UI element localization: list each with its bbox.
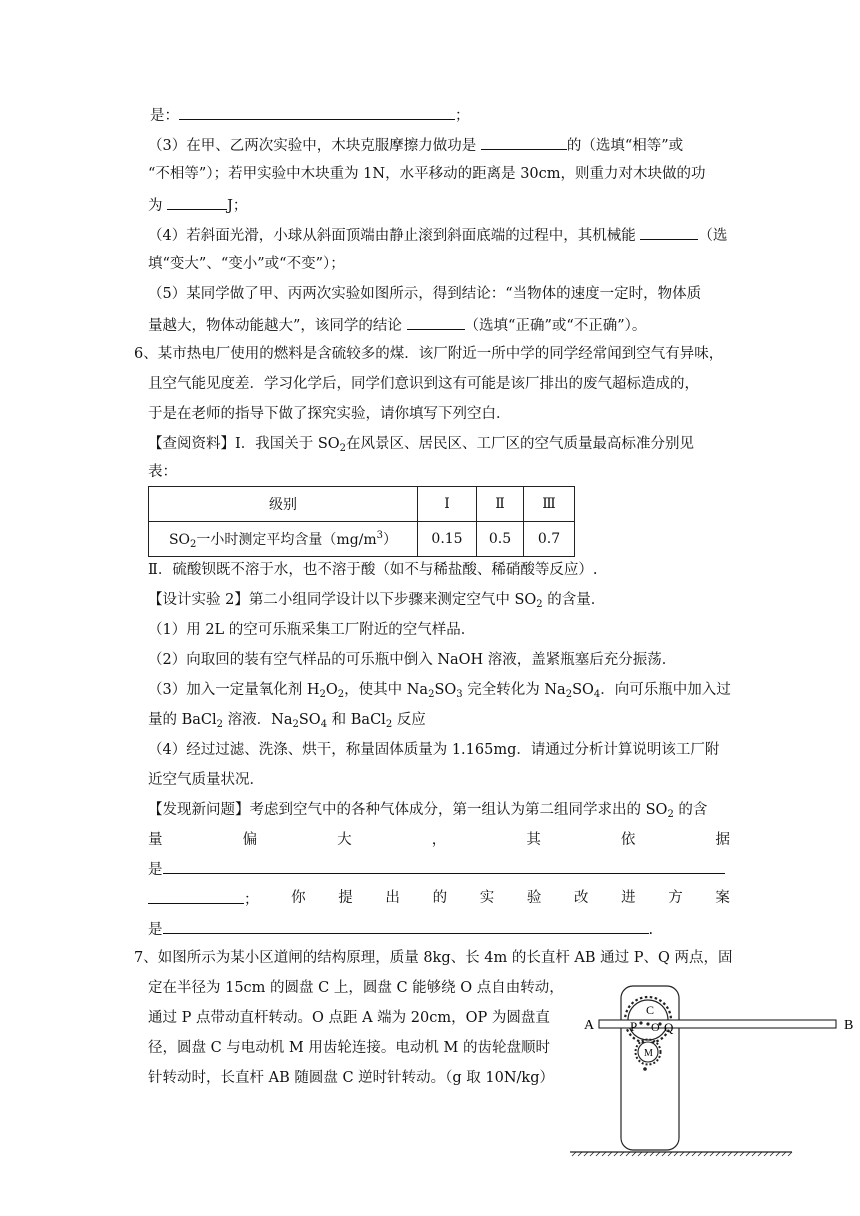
label-q: Q: [664, 1020, 674, 1035]
q7-line3: 通过 P 点带动直杆转动。O 点距 A 端为 20cm，OP 为圆盘直: [148, 1010, 550, 1026]
q7-line5: 针转动时，长直杆 AB 随圆盘 C 逆时针转动。（g 取 10N/kg）: [148, 1070, 554, 1086]
answer-blank[interactable]: [148, 888, 244, 904]
q6-step3-line2: 量的 BaCl$_2$ 溶液．$Na_2SO_4$ 和 BaCl$_2$ 反应: [148, 712, 426, 730]
label-o: O: [651, 1020, 660, 1034]
table-cell: 0.15: [418, 522, 477, 557]
q6-step1: （1）用 2L 的空可乐瓶采集工厂附近的空气样品．: [148, 622, 476, 638]
q6-reference-line1: 【查阅资料】Ⅰ．我国关于 $SO_2$在风景区、居民区、工厂区的空气质量最高标准分别见: [148, 436, 695, 454]
point-p: [639, 1021, 642, 1024]
q5-item5-line1: （5）某同学做了甲、丙两次实验如图所示，得到结论：“当物体的速度一定时，物体质: [148, 286, 702, 302]
point-o: [646, 1022, 649, 1025]
q6-plan-line: 是 .: [148, 918, 653, 940]
table-cell: 0.7: [524, 522, 575, 557]
answer-blank[interactable]: [167, 194, 227, 210]
q5-item5-line2: 量越大，物体动能越大”，该同学的结论 （选填“正确”或“不正确”）。: [148, 314, 646, 336]
q6-new-problem-line2: 量 偏 大 ， 其 依 据: [148, 832, 730, 848]
q6-fact-ii: Ⅱ．硫酸钡既不溶于水，也不溶于酸（如不与稀盐酸、稀硝酸等反应）.: [148, 562, 598, 578]
q7-line2: 定在半径为 15cm 的圆盘 C 上，圆盘 C 能够绕 O 点自由转动，: [148, 980, 564, 996]
q6-step4-line1: （4）经过过滤、洗涤、烘干，称量固体质量为 1.165mg．请通过分析计算说明该工厂附: [148, 742, 720, 758]
table-cell: 0.5: [477, 522, 524, 557]
label-m: M: [644, 1048, 653, 1059]
answer-blank[interactable]: [407, 314, 465, 330]
answer-blank[interactable]: [163, 858, 725, 874]
answer-blank[interactable]: [640, 224, 698, 240]
q6-line1: 6、某市热电厂使用的燃料是含硫较多的煤．该厂附近一所中学的同学经常闻到空气有异味，: [134, 346, 724, 362]
answer-blank[interactable]: [481, 134, 567, 150]
q5-item3-line2: “不相等”）；若甲实验中木块重为 1N，水平移动的距离是 30cm，则重力对木块做的功: [148, 166, 706, 182]
q6-new-problem-line1: 【发现新问题】考虑到空气中的各种气体成分，第一组认为第二组同学求出的 $SO_2$ 的含: [148, 802, 708, 820]
table-row: [149, 522, 575, 557]
q7-line1: 7、如图所示为某小区道闸的结构原理，质量 8kg、长 4m 的长直杆 AB 通过 P、Q 两点，固: [134, 950, 733, 966]
label-a: A: [584, 1018, 595, 1033]
q6-basis-line: 是: [148, 858, 725, 880]
q6-design-line: 【设计实验 2】第二小组同学设计以下步骤来测定空气中 $SO_2$ 的含量．: [148, 592, 606, 610]
q6-line3: 于是在老师的指导下做了探究实验，请你填写下列空白．: [148, 406, 511, 422]
q5-item4-line2: 填“变大”、“变小”或“不变”）；: [148, 256, 345, 272]
barrier-gate-diagram: [566, 978, 856, 1162]
table-row-label: $SO_2$一小时测定平均含量$(mg/m^3)$: [149, 522, 418, 557]
q6-reference-line2: 表：: [148, 464, 177, 480]
so2-standard-table: [148, 486, 575, 557]
q5-item3-line1: （3）在甲、乙两次实验中，木块克服摩擦力做功是 的（选填“相等”或: [148, 134, 683, 156]
q5-answer-line: 是： ；: [150, 104, 470, 126]
table-header-cell: Ⅰ: [418, 487, 477, 522]
motor-pivot: [643, 1067, 647, 1071]
table-header-cell: Ⅲ: [524, 487, 575, 522]
table-header-cell: Ⅱ: [477, 487, 524, 522]
q6-step4-line2: 近空气质量状况．: [148, 772, 264, 788]
q6-improvement-line: ； 你 提 出 的 实 验 改 进 方 案: [148, 888, 730, 910]
q6-step2: （2）向取回的装有空气样品的可乐瓶中倒入 NaOH 溶液，盖紧瓶塞后充分振荡．: [148, 652, 677, 668]
label-b: B: [844, 1018, 854, 1033]
q6-step3-line1: （3）加入一定量氧化剂 $H_2O_2$，使其中 $Na_2SO_3$ 完全转化为 $Na_2SO_4$．向可乐瓶中加入过: [148, 682, 731, 700]
table-header-row: [149, 487, 575, 522]
q6-line2: 且空气能见度差．学习化学后，同学们意识到这有可能是该厂排出的废气超标造成的，: [148, 376, 699, 392]
q7-line4: 径，圆盘 C 与电动机 M 用齿轮连接。电动机 M 的齿轮盘顺时: [148, 1040, 550, 1056]
label-p: P: [630, 1019, 638, 1034]
answer-blank[interactable]: [163, 918, 649, 934]
q5-item3-line3: 为 J；: [148, 194, 247, 216]
table-header-level: 级别: [149, 487, 418, 522]
label-c: C: [646, 1003, 655, 1017]
q5-item4-line1: （4）若斜面光滑，小球从斜面顶端由静止滚到斜面底端的过程中，其机械能 （选: [148, 224, 727, 246]
answer-blank[interactable]: [179, 104, 455, 120]
